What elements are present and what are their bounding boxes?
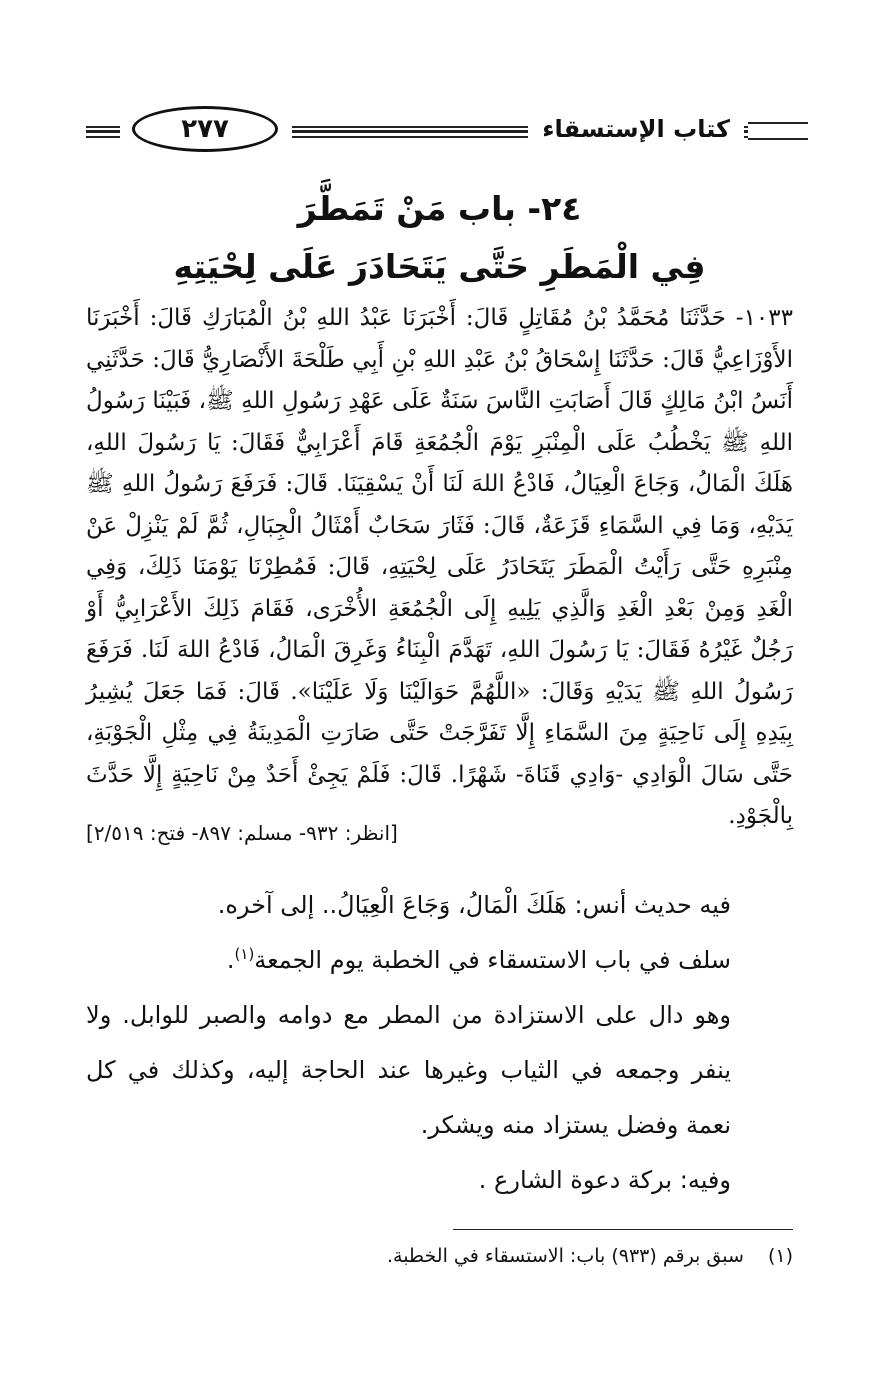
commentary-paragraph bbox=[86, 933, 793, 988]
footnote-divider bbox=[453, 1229, 793, 1230]
commentary-paragraph: وهو دال على الاستزادة من المطر مع دوامه والصبر للوابل. ولا ينفر وجمعه في الثياب وغيرها عند الحاجة إليه، وكذلك في كل نعمة وفضل يستزاد منه ويشكر. bbox=[86, 1001, 731, 1139]
chapter-title-line-1: ٢٤- باب مَنْ تَمَطَّرَ bbox=[297, 189, 582, 228]
page-number-frame bbox=[120, 104, 292, 158]
hadith-number: ١٠٣٣- bbox=[735, 305, 793, 331]
commentary bbox=[86, 878, 793, 1208]
chapter-title-line-2: فِي الْمَطَرِ حَتَّى يَتَحَادَرَ عَلَى لِحْيَتِهِ bbox=[173, 247, 706, 286]
header-rule-ornament bbox=[748, 122, 808, 140]
book-title: كتاب الإستسقاء bbox=[528, 112, 744, 146]
commentary-text: . bbox=[226, 946, 235, 974]
footnote-number: (١) bbox=[767, 1245, 793, 1267]
commentary-paragraph: وفيه: بركة دعوة الشارع . bbox=[478, 1166, 731, 1194]
chapter-heading bbox=[86, 180, 793, 296]
commentary-text: سلف في باب الاستسقاء في الخطبة يوم الجمعة bbox=[254, 946, 731, 974]
hadith-text bbox=[86, 298, 793, 838]
hadith-body: حَدَّثَنَا مُحَمَّدُ بْنُ مُقَاتِلٍ قَالَ: أَخْبَرَنَا عَبْدُ اللهِ بْنُ الْمُبَارَكِ قَالَ: أَخْبَرَنَا الأَوْزَاعِيُّ قَالَ: حَدَّثَنَا إِسْحَاقُ بْنُ عَبْدِ اللهِ بْنِ أَبِي طَلْحَةَ الأَنْصَارِيُّ قَالَ: حَدَّثَنِي أَنَسُ ابْنُ مَالِكٍ قَالَ أَصَابَتِ النَّاسَ سَنَةٌ عَلَى عَهْدِ رَسُولِ اللهِ ﷺ، فَبَيْنَا رَسُولُ اللهِ ﷺ يَخْطُبُ عَلَى الْمِنْبَرِ يَوْمَ الْجُمُعَةِ قَامَ أَعْرَابِيٌّ فَقَالَ: يَا رَسُولَ اللهِ، هَلَكَ الْمَالُ، وَجَاعَ الْعِيَالُ، فَادْعُ اللهَ لَنَا أَنْ يَسْقِيَنَا. قَالَ: فَرَفَعَ رَسُولُ اللهِ ﷺ يَدَيْهِ، وَمَا فِي السَّمَاءِ قَزَعَةٌ، قَالَ: فَثَارَ سَحَابٌ أَمْثَالُ الْجِبَالِ، ثُمَّ لَمْ يَنْزِلْ عَنْ مِنْبَرِهِ حَتَّى رَأَيْتُ الْمَطَرَ يَتَحَادَرُ عَلَى لِحْيَتِهِ، قَالَ: فَمُطِرْنَا يَوْمَنَا ذَلِكَ، وَفِي الْغَدِ وَمِنْ بَعْدِ الْغَدِ وَالَّذِي يَلِيهِ إِلَى الْجُمُعَةِ الأُخْرَى، فَقَامَ ذَلِكَ الأَعْرَابِيُّ أَوْ رَجُلٌ غَيْرُهُ فَقَالَ: يَا رَسُولَ اللهِ، تَهَدَّمَ الْبِنَاءُ وَغَرِقَ الْمَالُ، فَادْعُ اللهَ لَنَا. فَرَفَعَ رَسُولُ اللهِ ﷺ يَدَيْهِ وَقَالَ: «اللَّهُمَّ حَوَالَيْنَا وَلَا عَلَيْنَا». قَالَ: فَمَا جَعَلَ يُشِيرُ بِيَدِهِ إِلَى نَاحِيَةٍ مِنَ السَّمَاءِ إِلَّا تَفَرَّجَتْ حَتَّى صَارَتِ الْمَدِينَةُ فِي مِثْلِ الْجَوْبَةِ، حَتَّى سَالَ الْوَادِي -وَادِي قَنَاةَ- شَهْرًا. قَالَ: فَلَمْ يَجِئْ أَحَدٌ مِنْ نَاحِيَةٍ إِلَّا حَدَّثَ بِالْجَوْدِ. bbox=[86, 305, 793, 829]
hadith-references bbox=[86, 818, 793, 848]
footnote-marker: (١) bbox=[234, 945, 255, 963]
page-number: ٢٧٧ bbox=[132, 106, 278, 152]
footnote-text: سبق برقم (٩٣٣) باب: الاستسقاء في الخطبة. bbox=[386, 1245, 744, 1267]
running-header bbox=[86, 104, 808, 158]
footnote bbox=[86, 1240, 793, 1272]
reference-list: [انظر: ٩٣٢- مسلم: ٨٩٧- فتح: ٢/٥١٩] bbox=[86, 821, 398, 845]
commentary-paragraph: فيه حديث أنس: هَلَكَ الْمَالُ، وَجَاعَ الْعِيَالُ.. إلى آخره. bbox=[217, 891, 731, 919]
